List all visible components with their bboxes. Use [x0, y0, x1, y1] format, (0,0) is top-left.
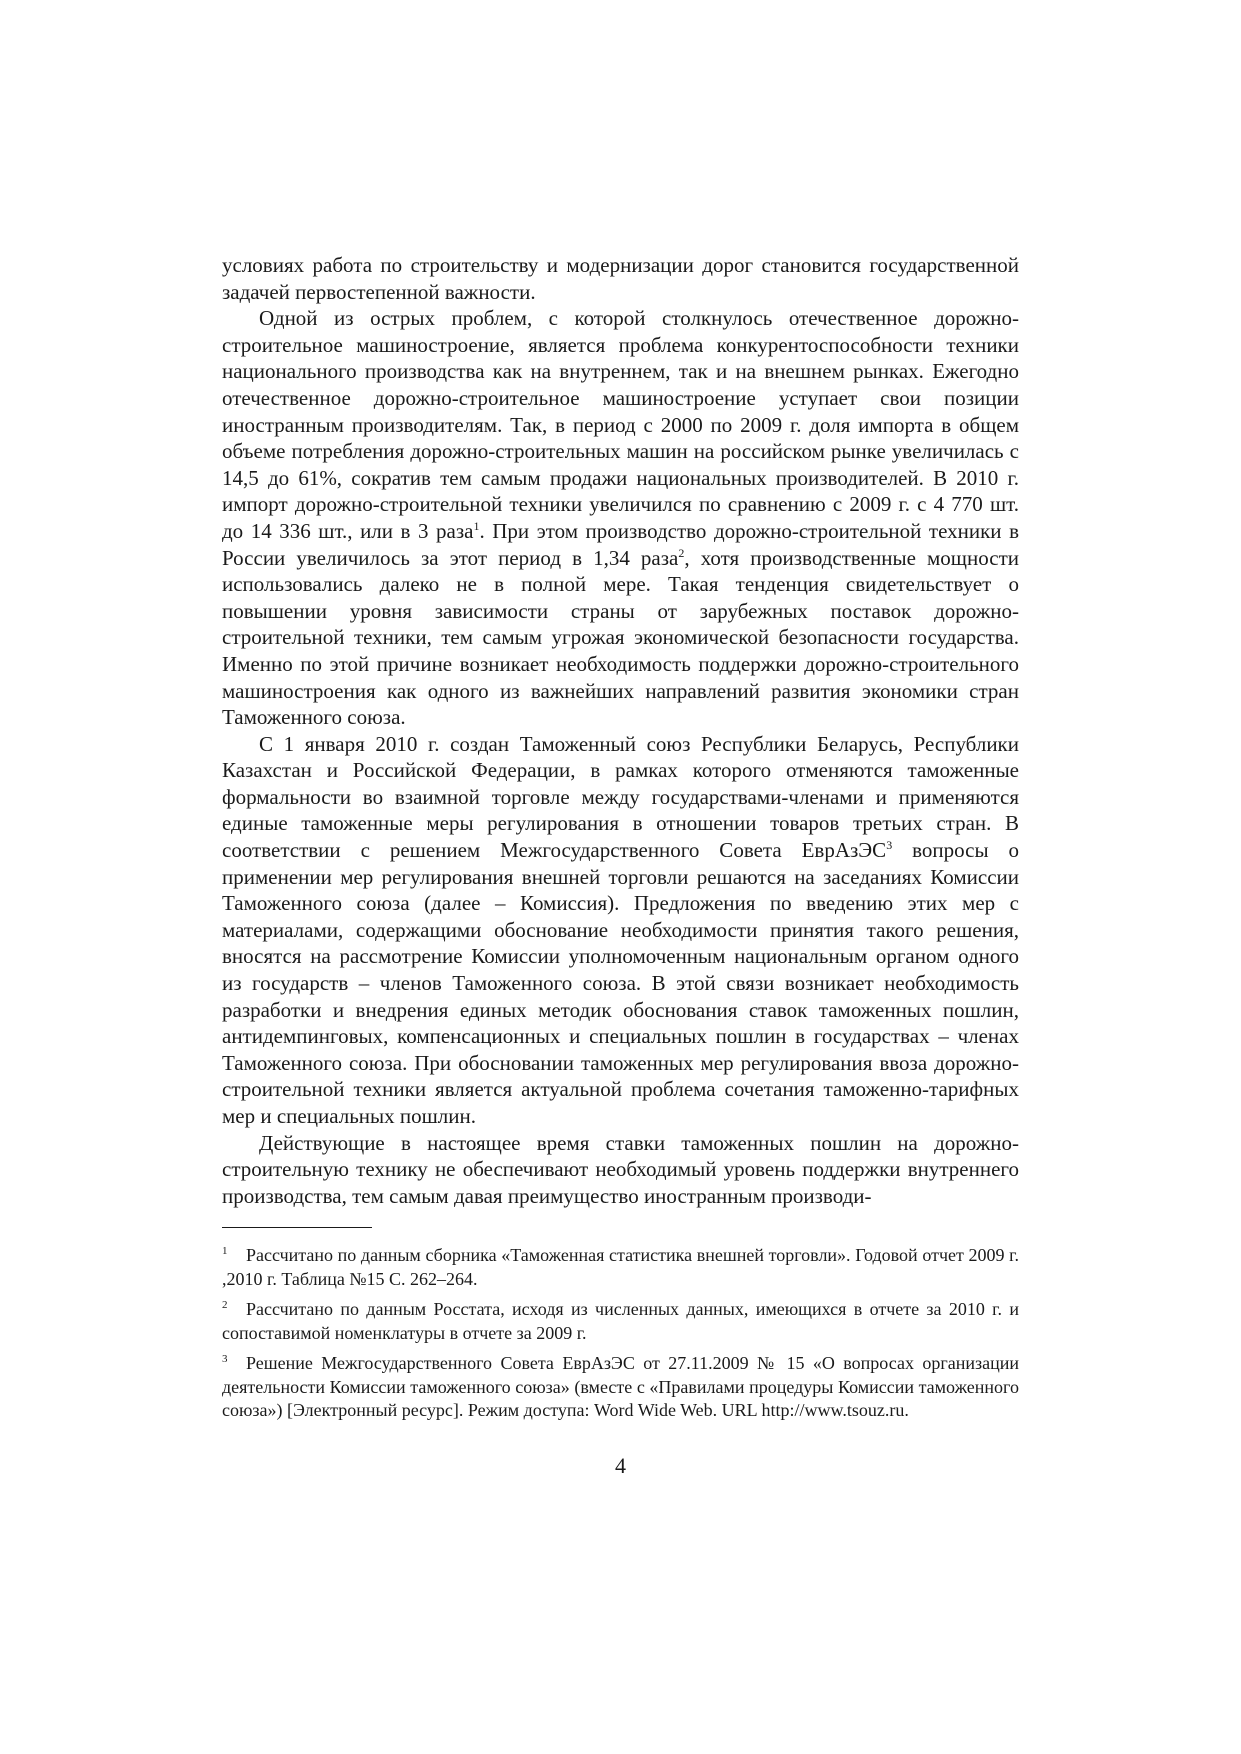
footnote-text: Рассчитано по данным Росстата, исходя из численных данных, имеющихся в отчете за 2010 г. и сопоставимой номенклатуры в отчете за 2009 г. — [222, 1299, 1019, 1343]
body-text — [222, 252, 1019, 1209]
footnote-ref-1: 1 — [473, 518, 480, 533]
document-page — [222, 252, 1019, 1430]
paragraph-1 — [222, 252, 1019, 305]
paragraph-2 — [222, 305, 1019, 731]
footnote-1: 1 Рассчитано по данным сборника «Таможенная статистика внешней торговли». Годовой отчет 2009 г. ,2010 г. Таблица №15 С. 262–264. — [222, 1245, 1019, 1289]
paragraph-4 — [222, 1130, 1019, 1210]
footnote-3: 3 Решение Межгосударственного Совета ЕврАзЭС от 27.11.2009 № 15 «О вопросах организации деятельности Комиссии таможенного союза» (вместе с «Правилами процедуры Комиссии таможенного союза») [Электронный ресурс]. Режим доступа: Word Wide Web. URL http://www.tsouz.ru. — [222, 1353, 1019, 1421]
paragraph-text: С 1 января 2010 г. создан Таможенный союз Республики Беларусь, Республики Казахстан и Российской Федерации, в рамках которого отменяются таможенные формальности во взаимной торговле между государствами-членами и применяются единые таможенные меры регулирования в отношении товаров третьих стран. В соответствии с решением Межгосударственного Совета ЕврАзЭС — [222, 731, 1019, 863]
footnote-ref-2: 2 — [678, 545, 685, 560]
paragraph-text: условиях работа по строительству и модернизации дорог становится государственной задачей первостепенной важности. — [222, 253, 1019, 304]
footnote-text: Решение Межгосударственного Совета ЕврАзЭС от 27.11.2009 № 15 «О вопросах организации деятельности Комиссии таможенного союза» (вместе с «Правилами процедуры Комиссии таможенного союза») [Электронный ресурс]. Режим доступа: Word Wide Web. URL http://www.tsouz.ru. — [222, 1353, 1019, 1421]
footnotes — [222, 1244, 1019, 1423]
footnote-divider — [222, 1227, 372, 1228]
footnote-text: Рассчитано по данным сборника «Таможенная статистика внешней торговли». Годовой отчет 2009 г. ,2010 г. Таблица №15 С. 262–264. — [222, 1245, 1019, 1289]
paragraph-text: . При этом производство дорожно-строительной техники в России увеличилось за этот период в 1,34 раза — [222, 518, 1019, 570]
paragraph-3 — [222, 731, 1019, 1130]
paragraph-text: , хотя производственные мощности использовались далеко не в полной мере. Такая тенденция свидетельствует о повышении уровня зависимости страны от зарубежных поставок дорожно-строительной техники, тем самым угрожая экономической безопасности государства. Именно по этой причине возникает необходимость поддержки дорожно-строительного машиностроения как одного из важнейших направлений развития экономики стран Таможенного союза. — [222, 545, 1019, 730]
footnote-2: 2 Рассчитано по данным Росстата, исходя из численных данных, имеющихся в отчете за 2010 г. и сопоставимой номенклатуры в отчете за 2009 г. — [222, 1299, 1019, 1343]
paragraph-text: вопросы о применении мер регулирования внешней торговли решаются на заседаниях Комиссии Таможенного союза (далее – Комиссия). Предложения по введению этих мер с материалами, содержащими обоснование необходимости принятия такого решения, вносятся на рассмотрение Комиссии уполномоченным национальным органом одного из государств – членов Таможенного союза. В этой связи возникает необходимость разработки и внедрения единых методик обоснования ставок таможенных пошлин, антидемпинговых, компенсационных и специальных пошлин в государствах – членах Таможенного союза. При обосновании таможенных мер регулирования ввоза дорожно-строительной техники является актуальной проблема сочетания таможенно-тарифных мер и специальных пошлин. — [222, 838, 1019, 1128]
paragraph-text: Одной из острых проблем, с которой столкнулось отечественное дорожно-строительное машиностроение, является проблема конкурентоспособности техники национального производства как на внутреннем, так и на внешнем рынках. Ежегодно отечественное дорожно-строительное машиностроение уступает свои позиции иностранным производителям. Так, в период с 2000 по 2009 г. доля импорта в общем объеме потребления дорожно-строительных машин на российском рынке увеличилась с 14,5 до 61%, сократив тем самым продажи национальных производителей. В 2010 г. импорт дорожно-строительной техники увеличился по сравнению с 2009 г. с 4 770 шт. до 14 336 шт., или в 3 раза — [222, 306, 1019, 543]
paragraph-text: Действующие в настоящее время ставки таможенных пошлин на дорожно-строительную технику не обеспечивают необходимый уровень поддержки внутреннего производства, тем самым давая преимущество иностранным производи- — [222, 1130, 1019, 1208]
footnote-ref-3: 3 — [886, 838, 893, 853]
page-number: 4 — [615, 1453, 626, 1478]
